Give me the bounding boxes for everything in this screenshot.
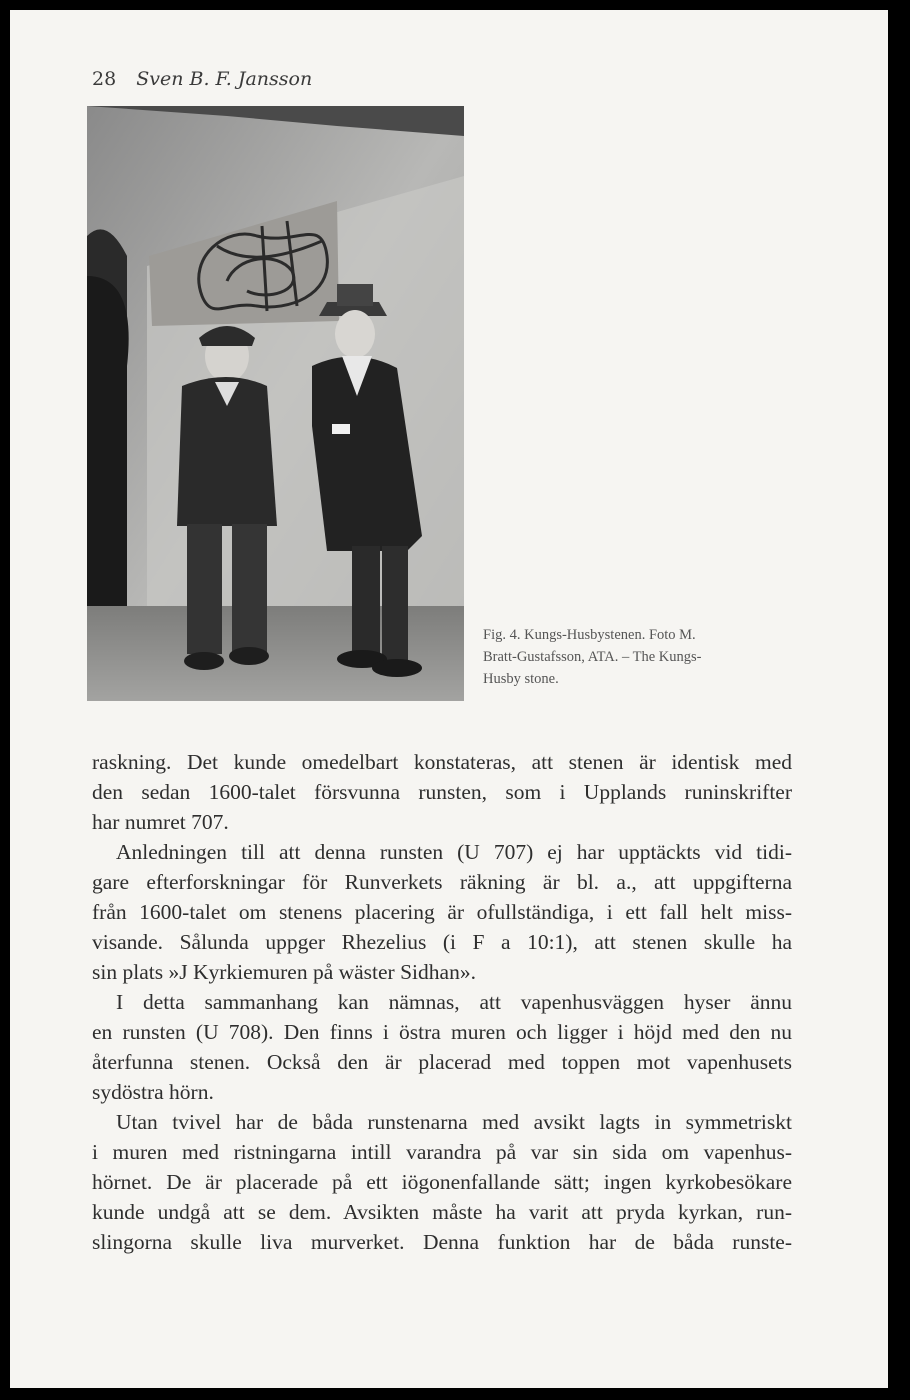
text-line: en runsten (U 708). Den finns i östra muren och ligger i höjd med den nu (92, 1020, 792, 1044)
caption-line: Fig. 4. Kungs-Husbystenen. Foto M. (483, 627, 696, 643)
text-line: kunde undgå att se dem. Avsikten måste ha varit att pryda kyrkan, run- (92, 1200, 792, 1224)
text-line: återfunna stenen. Också den är placerad med toppen mot vapenhusets (92, 1050, 792, 1074)
text-line: i muren med ristningarna intill varandra på var sin sida om vapenhus- (92, 1140, 792, 1164)
figure-caption (483, 624, 803, 690)
text-line: gare efterforskningar för Runverkets räkning är bl. a., att uppgifterna (92, 870, 792, 894)
running-header (92, 68, 312, 90)
text-line: sin plats »J Kyrkiemuren på wäster Sidhan». (92, 960, 476, 984)
text-line: I detta sammanhang kan nämnas, att vapenhusväggen hyser ännu (116, 990, 792, 1014)
text-line: från 1600-talet om stenens placering är ofullständiga, i ett fall helt miss- (92, 900, 792, 924)
text-line: den sedan 1600-talet försvunna runsten, som i Upplands runinskrifter (92, 780, 792, 804)
page-number: 28 (92, 68, 117, 90)
text-line: hörnet. De är placerade på ett iögonenfallande sätt; ingen kyrkobesökare (92, 1170, 792, 1194)
photo-illustration (87, 106, 464, 701)
caption-line: Husby stone. (483, 671, 559, 687)
text-line: Utan tvivel har de båda runstenarna med avsikt lagts in symmetriskt (116, 1110, 792, 1134)
text-line: slingorna skulle liva murverket. Denna funktion har de båda runste- (92, 1230, 792, 1254)
running-head-author: Sven B. F. Jansson (136, 68, 313, 90)
body-text (92, 747, 792, 1257)
text-line: visande. Sålunda uppger Rhezelius (i F a 10:1), att stenen skulle ha (92, 930, 792, 954)
book-page (10, 10, 888, 1388)
text-line: sydöstra hörn. (92, 1080, 214, 1104)
text-line: har numret 707. (92, 810, 229, 834)
text-line: raskning. Det kunde omedelbart konstateras, att stenen är identisk med (92, 750, 792, 774)
text-line: Anledningen till att denna runsten (U 707) ej har upptäckts vid tidi- (116, 840, 792, 864)
figure-photograph (87, 106, 464, 701)
caption-line: Bratt-Gustafsson, ATA. – The Kungs- (483, 649, 702, 665)
